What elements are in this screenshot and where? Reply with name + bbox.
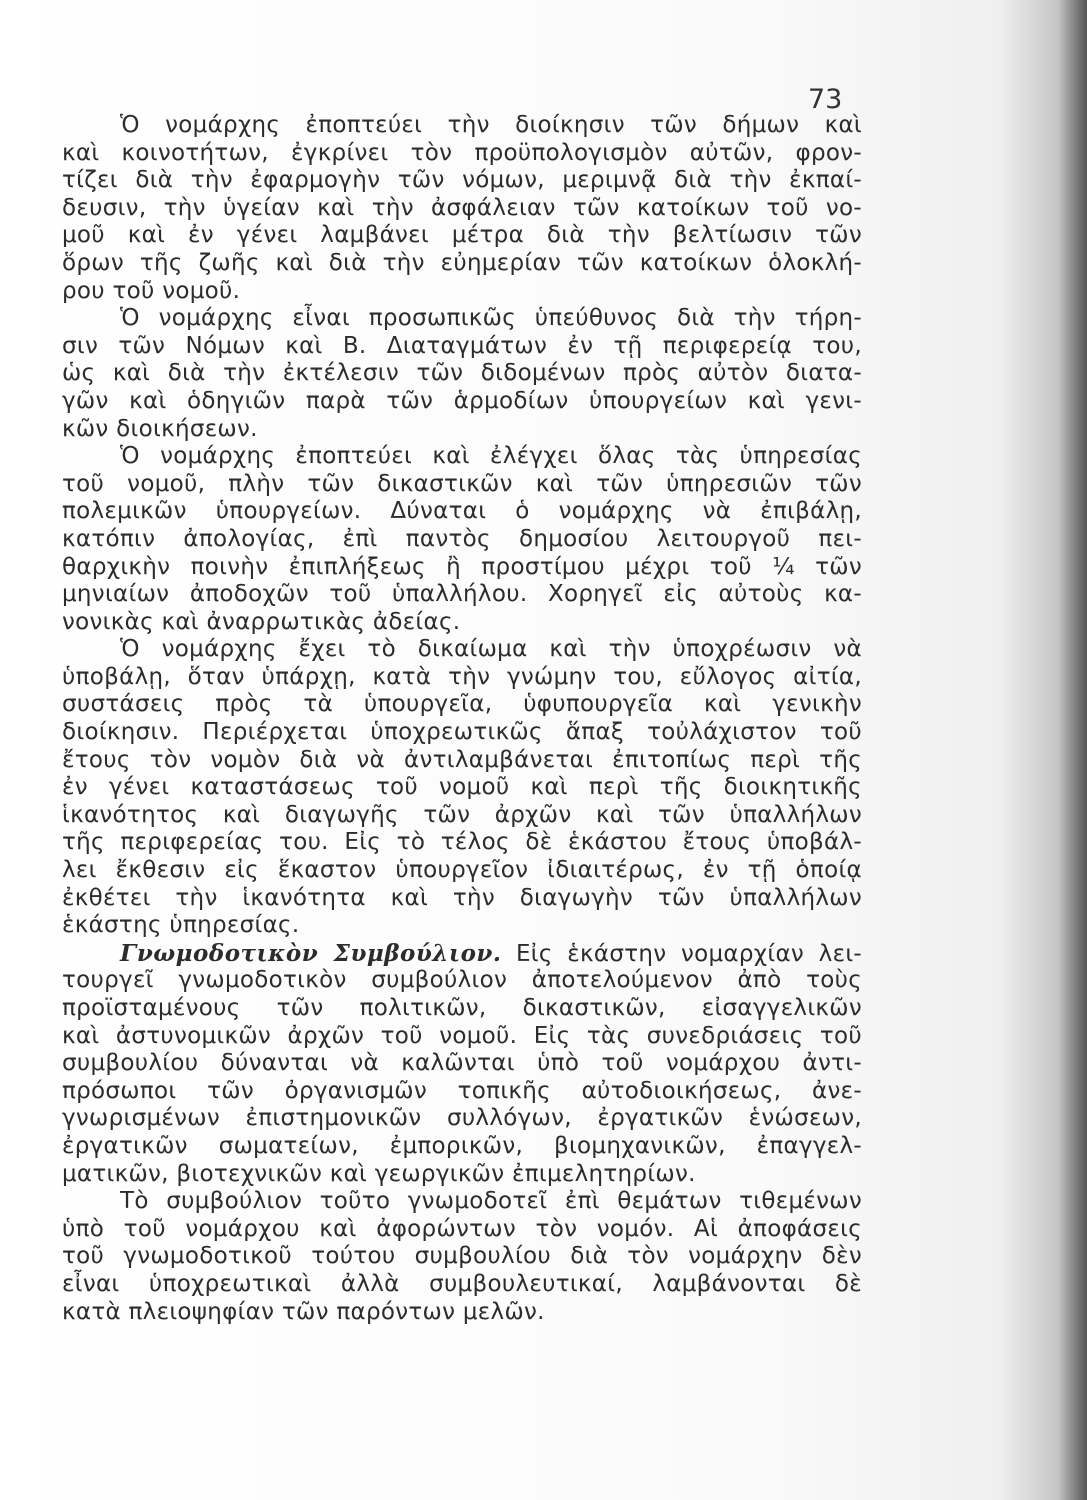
text-line: διοίκησιν. Περιέρχεται ὑποχρεωτικῶς ἅπαξ τοὐλάχιστον τοῦ: [62, 719, 862, 746]
text-line: νονικὰς καὶ ἀναρρωτικὰς ἀδείας.: [62, 608, 461, 635]
text-line: δευσιν, τὴν ὑγείαν καὶ τὴν ἀσφάλειαν τῶν κατοίκων τοῦ νο-: [62, 194, 862, 221]
text-line: ἑκάστης ὑπηρεσίας.: [62, 912, 300, 939]
text-line: ρου τοῦ νομοῦ.: [62, 277, 241, 304]
text-line: ὅρων τῆς ζωῆς καὶ διὰ τὴν εὐημερίαν τῶν κατοίκων ὁλοκλή-: [62, 249, 862, 276]
text-line: ἐργατικῶν σωματείων, ἐμπορικῶν, βιομηχανικῶν, ἐπαγγελ-: [62, 1132, 862, 1159]
text-line: μοῦ καὶ ἐν γένει λαμβάνει μέτρα διὰ τὴν βελτίωσιν τῶν: [62, 222, 862, 249]
text-line: τοῦ νομοῦ, πλὴν τῶν δικαστικῶν καὶ τῶν ὑπηρεσιῶν τῶν: [62, 470, 862, 497]
text-line: καὶ ἀστυνομικῶν ἀρχῶν τοῦ νομοῦ. Εἰς τὰς συνεδριάσεις τοῦ: [62, 1022, 862, 1049]
text-line: κῶν διοικήσεων.: [62, 415, 258, 442]
section-heading: Γνωμοδοτικὸν Συμβούλιον.: [120, 939, 502, 967]
text-line: συστάσεις πρὸς τὰ ὑπουργεῖα, ὑφυπουργεῖα καὶ γενικὴν: [62, 691, 862, 718]
text-line: τῆς περιφερείας του. Εἰς τὸ τέλος δὲ ἑκάστου ἔτους ὑποβάλ-: [62, 829, 862, 856]
text-line: πολεμικῶν ὑπουργείων. Δύναται ὁ νομάρχης νὰ ἐπιβάλῃ,: [62, 498, 862, 525]
text-line: ἱκανότητος καὶ διαγωγῆς τῶν ἀρχῶν καὶ τῶν ὑπαλλήλων: [62, 801, 862, 828]
text-line: Ὁ νομάρχης εἶναι προσωπικῶς ὑπεύθυνος διὰ τὴν τήρη-: [120, 305, 862, 332]
text-line: λει ἔκθεσιν εἰς ἕκαστον ὑπουργεῖον ἰδιαιτέρως, ἐν τῇ ὁποίᾳ: [62, 857, 862, 884]
text-line: Ὁ νομάρχης ἐποπτεύει καὶ ἐλέγχει ὅλας τὰς ὑπηρεσίας: [120, 443, 862, 470]
text-line: ἐν γένει καταστάσεως τοῦ νομοῦ καὶ περὶ τῆς διοικητικῆς: [62, 774, 862, 801]
text-line: καὶ κοινοτήτων, ἐγκρίνει τὸν προϋπολογισμὸν αὐτῶν, φρον-: [62, 139, 862, 166]
text-line: τίζει διὰ τὴν ἐφαρμογὴν τῶν νόμων, μεριμνᾷ διὰ τὴν ἐκπαί-: [62, 167, 862, 194]
text-line: ὑποβάλῃ, ὅταν ὑπάρχῃ, κατὰ τὴν γνώμην του, εὔλογος αἰτία,: [62, 663, 862, 690]
page-number: 73: [808, 84, 843, 115]
section-first-line: [62, 940, 862, 968]
text-line: πρόσωποι τῶν ὀργανισμῶν τοπικῆς αὐτοδιοικήσεως, ἀνε-: [62, 1077, 862, 1104]
text-line: τοῦ γνωμοδοτικοῦ τούτου συμβουλίου διὰ τὸν νομάρχην δὲν: [62, 1243, 862, 1270]
body-text: [62, 112, 862, 1326]
text-line: τουργεῖ γνωμοδοτικὸν συμβούλιον ἀποτελούμενον ἀπὸ τοὺς: [62, 967, 862, 994]
text-line: κατόπιν ἀπολογίας, ἐπὶ παντὸς δημοσίου λειτουργοῦ πει-: [62, 525, 862, 552]
page-edge-shadow: [1059, 0, 1087, 1500]
text-line: ἐκθέτει τὴν ἱκανότητα καὶ τὴν διαγωγὴν τῶν ὑπαλλήλων: [62, 884, 862, 911]
text-line: ματικῶν, βιοτεχνικῶν καὶ γεωργικῶν ἐπιμελητηρίων.: [62, 1160, 696, 1187]
text-line: Τὸ συμβούλιον τοῦτο γνωμοδοτεῖ ἐπὶ θεμάτων τιθεμένων: [120, 1188, 862, 1215]
text-line: ἔτους τὸν νομὸν διὰ νὰ ἀντιλαμβάνεται ἐπιτοπίως περὶ τῆς: [62, 746, 862, 773]
text-line: Ὁ νομάρχης ἔχει τὸ δικαίωμα καὶ τὴν ὑποχρέωσιν νὰ: [120, 636, 862, 663]
text-line: ὡς καὶ διὰ τὴν ἐκτέλεσιν τῶν διδομένων πρὸς αὐτὸν διατα-: [62, 360, 862, 387]
text-line: Ὁ νομάρχης ἐποπτεύει τὴν διοίκησιν τῶν δήμων καὶ: [120, 112, 862, 138]
text-line: μηνιαίων ἀποδοχῶν τοῦ ὑπαλλήλου. Χορηγεῖ εἰς αὐτοὺς κα-: [62, 581, 862, 608]
text-line: θαρχικὴν ποινὴν ἐπιπλήξεως ἢ προστίμου μέχρι τοῦ ¼ τῶν: [62, 553, 862, 580]
text-line: κατὰ πλειοψηφίαν τῶν παρόντων μελῶν.: [62, 1298, 545, 1325]
text-line: συμβουλίου δύνανται νὰ καλῶνται ὑπὸ τοῦ νομάρχου ἀντι-: [62, 1050, 862, 1077]
text-fragment: Εἰς ἑκάστην νομαρχίαν λει-: [501, 940, 862, 967]
text-line: εἶναι ὑποχρεωτικαὶ ἀλλὰ συμβουλευτικαί, λαμβάνονται δὲ: [62, 1270, 862, 1297]
text-line: σιν τῶν Νόμων καὶ Β. Διαταγμάτων ἐν τῇ περιφερείᾳ του,: [62, 332, 862, 359]
text-line: προϊσταμένους τῶν πολιτικῶν, δικαστικῶν, εἰσαγγελικῶν: [62, 995, 862, 1021]
text-line: γνωρισμένων ἐπιστημονικῶν συλλόγων, ἐργατικῶν ἑνώσεων,: [62, 1105, 862, 1132]
text-line: γῶν καὶ ὁδηγιῶν παρὰ τῶν ἁρμοδίων ὑπουργείων καὶ γενι-: [62, 387, 862, 414]
text-line: ὑπὸ τοῦ νομάρχου καὶ ἀφορώντων τὸν νομόν. Αἱ ἀποφάσεις: [62, 1215, 862, 1242]
